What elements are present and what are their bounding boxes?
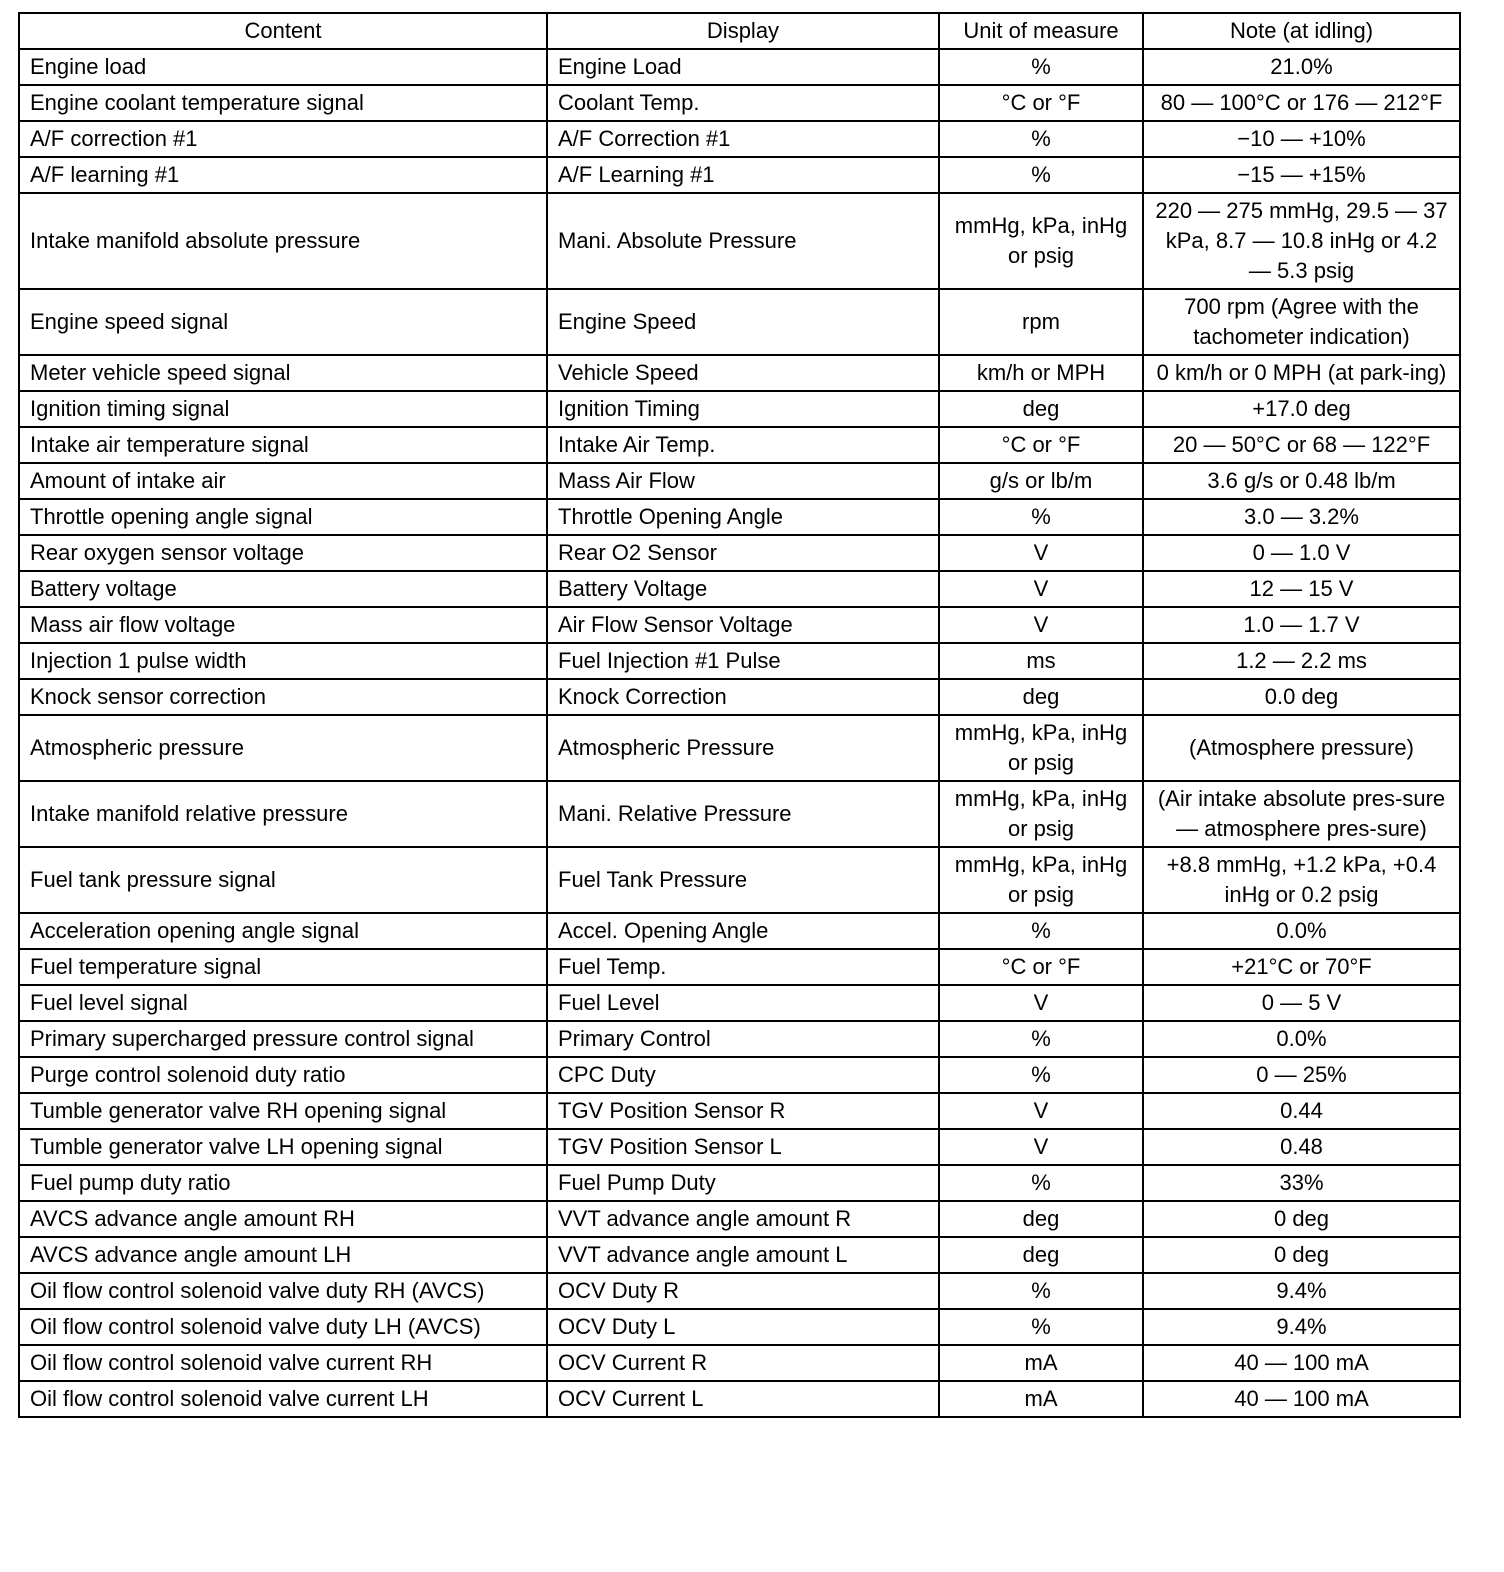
header-display: Display xyxy=(547,13,939,49)
cell-display: Coolant Temp. xyxy=(547,85,939,121)
cell-note: 0 km/h or 0 MPH (at park-ing) xyxy=(1143,355,1460,391)
cell-display: Fuel Pump Duty xyxy=(547,1165,939,1201)
cell-unit: rpm xyxy=(939,289,1143,355)
cell-content: Engine speed signal xyxy=(19,289,547,355)
table-row xyxy=(19,289,1460,355)
cell-content: Primary supercharged pressure control signal xyxy=(19,1021,547,1057)
table-row xyxy=(19,1129,1460,1165)
cell-unit: % xyxy=(939,913,1143,949)
cell-content: Rear oxygen sensor voltage xyxy=(19,535,547,571)
cell-content: AVCS advance angle amount RH xyxy=(19,1201,547,1237)
table-row xyxy=(19,679,1460,715)
cell-note: 33% xyxy=(1143,1165,1460,1201)
cell-unit: °C or °F xyxy=(939,85,1143,121)
cell-unit: % xyxy=(939,49,1143,85)
cell-content: Battery voltage xyxy=(19,571,547,607)
cell-note: 3.0 — 3.2% xyxy=(1143,499,1460,535)
cell-note: 0 deg xyxy=(1143,1237,1460,1273)
table-row xyxy=(19,1309,1460,1345)
cell-content: Engine coolant temperature signal xyxy=(19,85,547,121)
cell-display: Vehicle Speed xyxy=(547,355,939,391)
cell-unit: V xyxy=(939,535,1143,571)
cell-display: A/F Correction #1 xyxy=(547,121,939,157)
cell-display: Throttle Opening Angle xyxy=(547,499,939,535)
cell-note: +8.8 mmHg, +1.2 kPa, +0.4 inHg or 0.2 psig xyxy=(1143,847,1460,913)
cell-display: Mass Air Flow xyxy=(547,463,939,499)
cell-note: 0 deg xyxy=(1143,1201,1460,1237)
cell-display: Accel. Opening Angle xyxy=(547,913,939,949)
cell-display: Fuel Injection #1 Pulse xyxy=(547,643,939,679)
cell-display: Mani. Absolute Pressure xyxy=(547,193,939,289)
cell-note: 12 — 15 V xyxy=(1143,571,1460,607)
cell-unit: deg xyxy=(939,1237,1143,1273)
table-row xyxy=(19,463,1460,499)
table-row xyxy=(19,985,1460,1021)
cell-display: Battery Voltage xyxy=(547,571,939,607)
cell-display: Air Flow Sensor Voltage xyxy=(547,607,939,643)
cell-note: 0.0% xyxy=(1143,913,1460,949)
table-row xyxy=(19,1165,1460,1201)
cell-content: Throttle opening angle signal xyxy=(19,499,547,535)
table-row xyxy=(19,781,1460,847)
cell-note: 0.0% xyxy=(1143,1021,1460,1057)
cell-content: Knock sensor correction xyxy=(19,679,547,715)
cell-display: Fuel Tank Pressure xyxy=(547,847,939,913)
cell-content: Ignition timing signal xyxy=(19,391,547,427)
cell-unit: ms xyxy=(939,643,1143,679)
cell-unit: V xyxy=(939,571,1143,607)
table-row xyxy=(19,391,1460,427)
cell-content: Purge control solenoid duty ratio xyxy=(19,1057,547,1093)
table-row xyxy=(19,1345,1460,1381)
cell-display: OCV Duty L xyxy=(547,1309,939,1345)
cell-content: Intake air temperature signal xyxy=(19,427,547,463)
cell-note: 0.0 deg xyxy=(1143,679,1460,715)
cell-display: VVT advance angle amount R xyxy=(547,1201,939,1237)
cell-unit: V xyxy=(939,607,1143,643)
cell-content: Tumble generator valve LH opening signal xyxy=(19,1129,547,1165)
cell-unit: % xyxy=(939,157,1143,193)
cell-display: OCV Current R xyxy=(547,1345,939,1381)
cell-content: Engine load xyxy=(19,49,547,85)
cell-note: 1.0 — 1.7 V xyxy=(1143,607,1460,643)
header-unit: Unit of measure xyxy=(939,13,1143,49)
cell-content: Atmospheric pressure xyxy=(19,715,547,781)
cell-content: A/F correction #1 xyxy=(19,121,547,157)
cell-note: 9.4% xyxy=(1143,1273,1460,1309)
cell-note: 40 — 100 mA xyxy=(1143,1381,1460,1417)
cell-display: OCV Current L xyxy=(547,1381,939,1417)
cell-note: −10 — +10% xyxy=(1143,121,1460,157)
table-row xyxy=(19,571,1460,607)
table-header-row xyxy=(19,13,1460,49)
table-row xyxy=(19,499,1460,535)
table-row xyxy=(19,1201,1460,1237)
cell-content: Mass air flow voltage xyxy=(19,607,547,643)
header-note: Note (at idling) xyxy=(1143,13,1460,49)
cell-note: 0 — 5 V xyxy=(1143,985,1460,1021)
cell-content: Meter vehicle speed signal xyxy=(19,355,547,391)
cell-content: Fuel tank pressure signal xyxy=(19,847,547,913)
table-row xyxy=(19,85,1460,121)
cell-content: Amount of intake air xyxy=(19,463,547,499)
table-row xyxy=(19,535,1460,571)
table-row xyxy=(19,1021,1460,1057)
cell-display: Intake Air Temp. xyxy=(547,427,939,463)
cell-note: 220 — 275 mmHg, 29.5 — 37 kPa, 8.7 — 10.8 inHg or 4.2 — 5.3 psig xyxy=(1143,193,1460,289)
table-row xyxy=(19,847,1460,913)
cell-display: CPC Duty xyxy=(547,1057,939,1093)
cell-note: 0.44 xyxy=(1143,1093,1460,1129)
cell-content: Oil flow control solenoid valve current LH xyxy=(19,1381,547,1417)
cell-unit: °C or °F xyxy=(939,949,1143,985)
cell-note: 3.6 g/s or 0.48 lb/m xyxy=(1143,463,1460,499)
cell-unit: V xyxy=(939,1093,1143,1129)
cell-content: Injection 1 pulse width xyxy=(19,643,547,679)
cell-display: VVT advance angle amount L xyxy=(547,1237,939,1273)
cell-content: Acceleration opening angle signal xyxy=(19,913,547,949)
table-row xyxy=(19,1057,1460,1093)
cell-note: 80 — 100°C or 176 — 212°F xyxy=(1143,85,1460,121)
table-row xyxy=(19,121,1460,157)
cell-note: (Air intake absolute pres-sure — atmosphere pres-sure) xyxy=(1143,781,1460,847)
cell-content: Oil flow control solenoid valve duty RH (AVCS) xyxy=(19,1273,547,1309)
cell-unit: mmHg, kPa, inHg or psig xyxy=(939,193,1143,289)
cell-content: Intake manifold absolute pressure xyxy=(19,193,547,289)
cell-note: 21.0% xyxy=(1143,49,1460,85)
table-row xyxy=(19,49,1460,85)
table-row xyxy=(19,1273,1460,1309)
cell-note: 0 — 1.0 V xyxy=(1143,535,1460,571)
cell-display: Primary Control xyxy=(547,1021,939,1057)
cell-display: Atmospheric Pressure xyxy=(547,715,939,781)
cell-note: +17.0 deg xyxy=(1143,391,1460,427)
cell-display: TGV Position Sensor L xyxy=(547,1129,939,1165)
cell-unit: deg xyxy=(939,679,1143,715)
cell-content: Tumble generator valve RH opening signal xyxy=(19,1093,547,1129)
cell-unit: g/s or lb/m xyxy=(939,463,1143,499)
cell-display: Fuel Level xyxy=(547,985,939,1021)
cell-note: 0.48 xyxy=(1143,1129,1460,1165)
cell-unit: % xyxy=(939,1165,1143,1201)
table-row xyxy=(19,607,1460,643)
cell-content: Fuel temperature signal xyxy=(19,949,547,985)
cell-display: TGV Position Sensor R xyxy=(547,1093,939,1129)
cell-display: Fuel Temp. xyxy=(547,949,939,985)
table-row xyxy=(19,193,1460,289)
cell-display: Ignition Timing xyxy=(547,391,939,427)
cell-note: 9.4% xyxy=(1143,1309,1460,1345)
spec-table xyxy=(18,12,1461,1418)
table-row xyxy=(19,157,1460,193)
cell-unit: mA xyxy=(939,1345,1143,1381)
cell-unit: % xyxy=(939,121,1143,157)
cell-note: 40 — 100 mA xyxy=(1143,1345,1460,1381)
cell-unit: °C or °F xyxy=(939,427,1143,463)
cell-display: Engine Speed xyxy=(547,289,939,355)
table-row xyxy=(19,1093,1460,1129)
cell-display: Engine Load xyxy=(547,49,939,85)
cell-display: A/F Learning #1 xyxy=(547,157,939,193)
header-content: Content xyxy=(19,13,547,49)
cell-unit: % xyxy=(939,1057,1143,1093)
cell-unit: % xyxy=(939,1021,1143,1057)
table-row xyxy=(19,1237,1460,1273)
cell-content: Oil flow control solenoid valve duty LH (AVCS) xyxy=(19,1309,547,1345)
table-row xyxy=(19,1381,1460,1417)
cell-content: Intake manifold relative pressure xyxy=(19,781,547,847)
cell-unit: mmHg, kPa, inHg or psig xyxy=(939,715,1143,781)
cell-note: 20 — 50°C or 68 — 122°F xyxy=(1143,427,1460,463)
cell-content: Fuel level signal xyxy=(19,985,547,1021)
cell-note: 0 — 25% xyxy=(1143,1057,1460,1093)
table-row xyxy=(19,643,1460,679)
cell-content: Oil flow control solenoid valve current RH xyxy=(19,1345,547,1381)
table-body xyxy=(19,49,1460,1417)
cell-note: −15 — +15% xyxy=(1143,157,1460,193)
table-row xyxy=(19,715,1460,781)
cell-unit: mmHg, kPa, inHg or psig xyxy=(939,847,1143,913)
cell-note: (Atmosphere pressure) xyxy=(1143,715,1460,781)
cell-note: +21°C or 70°F xyxy=(1143,949,1460,985)
table-row xyxy=(19,949,1460,985)
cell-unit: km/h or MPH xyxy=(939,355,1143,391)
cell-content: AVCS advance angle amount LH xyxy=(19,1237,547,1273)
spec-table-container xyxy=(18,12,1461,1418)
cell-unit: mmHg, kPa, inHg or psig xyxy=(939,781,1143,847)
cell-note: 700 rpm (Agree with the tachometer indication) xyxy=(1143,289,1460,355)
cell-display: Rear O2 Sensor xyxy=(547,535,939,571)
cell-unit: V xyxy=(939,1129,1143,1165)
cell-unit: deg xyxy=(939,391,1143,427)
cell-unit: % xyxy=(939,499,1143,535)
cell-display: Mani. Relative Pressure xyxy=(547,781,939,847)
table-row xyxy=(19,427,1460,463)
cell-content: A/F learning #1 xyxy=(19,157,547,193)
cell-display: Knock Correction xyxy=(547,679,939,715)
cell-note: 1.2 — 2.2 ms xyxy=(1143,643,1460,679)
cell-unit: % xyxy=(939,1309,1143,1345)
table-row xyxy=(19,913,1460,949)
cell-unit: V xyxy=(939,985,1143,1021)
cell-unit: deg xyxy=(939,1201,1143,1237)
cell-unit: mA xyxy=(939,1381,1143,1417)
table-row xyxy=(19,355,1460,391)
cell-display: OCV Duty R xyxy=(547,1273,939,1309)
cell-unit: % xyxy=(939,1273,1143,1309)
cell-content: Fuel pump duty ratio xyxy=(19,1165,547,1201)
